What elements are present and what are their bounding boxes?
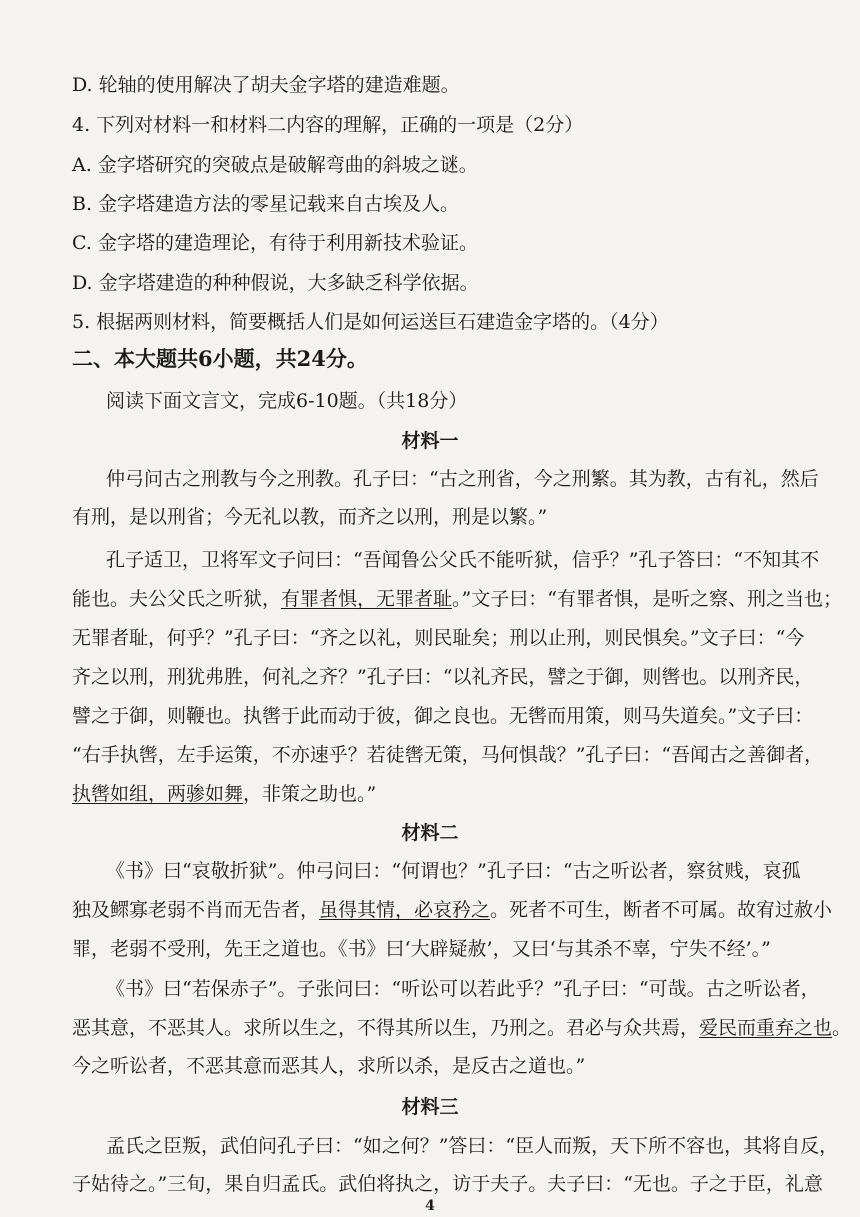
option-d-q3: D. 轮轴的使用解决了胡夫金字塔的建造难题。 bbox=[72, 74, 460, 96]
text-segment: 。”文子曰：“有罪者惧，是听之察、刑之当也； bbox=[452, 588, 842, 610]
material-1-heading: 材料一 bbox=[401, 430, 459, 452]
section-heading: 二、本大题共6小题，共24分。 bbox=[72, 346, 368, 371]
passage-line: 齐之以刑，刑犹弗胜，何礼之齐？”孔子曰：“以礼齐民，譬之于御，则辔也。以刑齐民， bbox=[72, 666, 814, 688]
text-segment: 。 bbox=[832, 1017, 852, 1039]
option-d: D. 金字塔建造的种种假说，大多缺乏科学依据。 bbox=[72, 272, 479, 294]
option-a: A. 金字塔研究的突破点是破解弯曲的斜坡之谜。 bbox=[72, 154, 478, 176]
reading-instruction: 阅读下面文言文，完成6-10题。（共18分） bbox=[106, 390, 468, 412]
passage-line: 譬之于御，则鞭也。执辔于此而动于彼，御之良也。无辔而用策，则马失道矣。”文子曰： bbox=[72, 705, 814, 727]
text-segment: 恶其意，不恶其人。求所以生之，不得其所以生，乃刑之。君必与众共焉， bbox=[72, 1017, 700, 1039]
passage-line: 罪，老弱不受刑，先王之道也。《书》曰‘大辟疑赦’，又曰‘与其杀不辜，宁失不经’。” bbox=[72, 938, 771, 960]
passage-line bbox=[72, 1015, 852, 1041]
passage-line: “右手执辔，左手运策，不亦速乎？若徒辔无策，马何惧哉？”孔子曰：“吾闻古之善御者， bbox=[72, 744, 824, 766]
passage-line: 今之听讼者，不恶其意而恶其人，求所以杀，是反古之道也。” bbox=[72, 1055, 586, 1077]
underlined-phrase: 虽得其情，必哀矜之 bbox=[319, 899, 491, 921]
question-4: 4. 下列对材料一和材料二内容的理解，正确的一项是（2分） bbox=[72, 114, 584, 136]
option-b: B. 金字塔建造方法的零星记载来自古埃及人。 bbox=[72, 193, 460, 215]
passage-line: 《书》曰“若保赤子”。子张问曰：“听讼可以若此乎？”孔子曰：“可哉。古之听讼者， bbox=[106, 978, 820, 1000]
material-2-heading: 材料二 bbox=[401, 822, 459, 844]
passage-line: 有刑，是以刑省；今无礼以教，而齐之以刑，刑是以繁。” bbox=[72, 506, 548, 528]
passage-line: 子姑待之。”三旬，果自归孟氏。武伯将执之，访于夫子。夫子曰：“无也。子之于臣，礼意 bbox=[72, 1173, 823, 1195]
page-number: 4 bbox=[425, 1198, 435, 1214]
underlined-phrase: 有罪者惧，无罪者耻 bbox=[281, 588, 453, 610]
passage-line bbox=[72, 897, 833, 923]
underlined-phrase: 执辔如组，两骖如舞 bbox=[72, 783, 244, 805]
text-segment: 能也。夫公父氏之听狱， bbox=[72, 588, 282, 610]
question-5: 5. 根据两则材料，简要概括人们是如何运送巨石建造金字塔的。（4分） bbox=[72, 311, 669, 333]
passage-line bbox=[72, 781, 820, 807]
underlined-phrase: 爱民而重弃之也 bbox=[699, 1017, 833, 1039]
passage-line: 《书》曰“哀敬折狱”。仲弓问曰：“何谓也？”孔子曰：“古之听讼者，察贫贱，哀孤 bbox=[106, 860, 801, 882]
passage-line: 仲弓问古之刑教与今之刑教。孔子曰：“古之刑省，今之刑繁。其为教，古有礼，然后 bbox=[106, 468, 819, 490]
text-segment: 独及鳏寡老弱不肖而无告者， bbox=[72, 899, 320, 921]
material-3-heading: 材料三 bbox=[401, 1096, 459, 1118]
passage-line: 孔子适卫，卫将军文子问曰：“吾闻鲁公父氏不能听狱，信乎？”孔子答曰：“不知其不 bbox=[106, 549, 820, 571]
passage-line: 孟氏之臣叛，武伯问孔子曰：“如之何？”答曰：“臣人而叛，天下所不容也，其将自反， bbox=[106, 1135, 839, 1157]
text-segment: ，非策之助也。” bbox=[243, 783, 377, 805]
passage-line bbox=[72, 586, 842, 612]
text-segment: 。死者不可生，断者不可属。故宥过赦小 bbox=[490, 899, 833, 921]
passage-line: 无罪者耻，何乎？”孔子曰：“齐之以礼，则民耻矣；刑以止刑，则民惧矣。”文子曰：“今 bbox=[72, 627, 805, 649]
option-c: C. 金字塔的建造理论，有待于利用新技术验证。 bbox=[72, 232, 478, 254]
